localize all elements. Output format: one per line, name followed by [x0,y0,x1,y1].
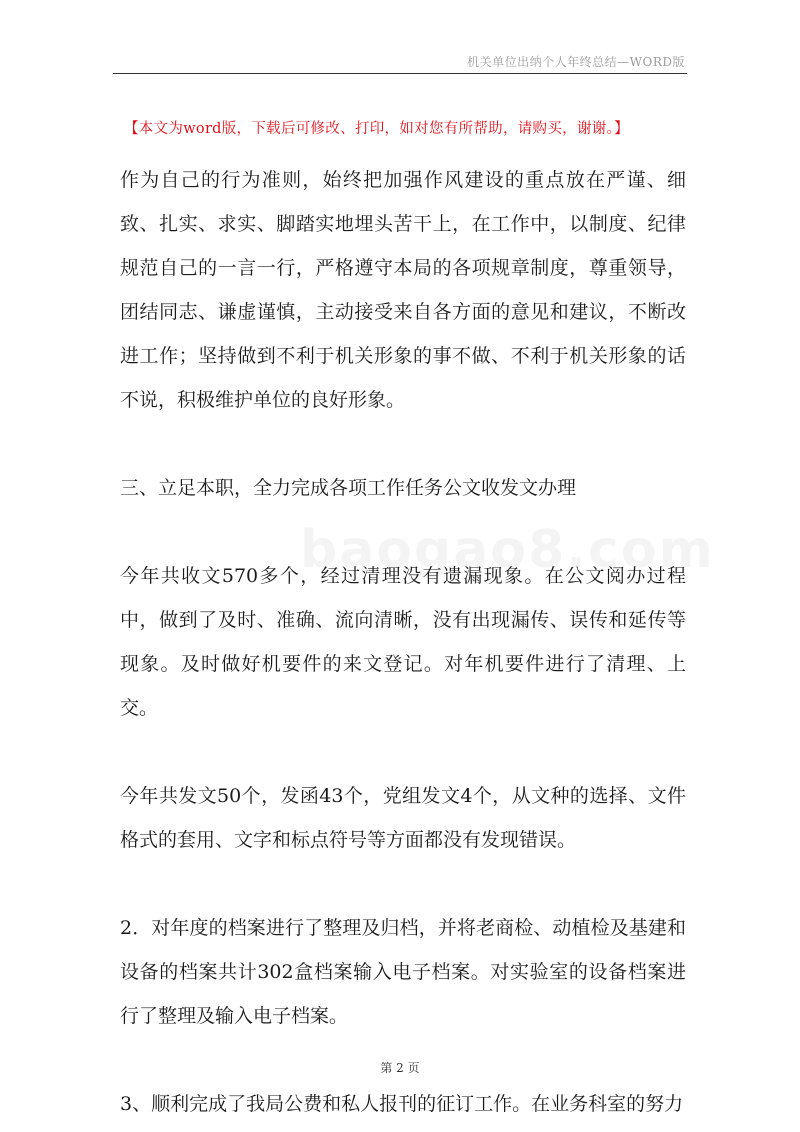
header-rule [113,73,687,74]
paragraph-outgoing-documents: 今年共发文50个，发函43个，党组发文4个，从文种的选择、文件格式的套用、文字和标点符号等方面都没有发现错误。 [120,785,686,851]
paragraph-subscriptions: 3、顺利完成了我局公费和私人报刊的征订工作。在业务科室的努力 [120,1093,684,1115]
document-body [120,158,686,1126]
paragraph-conduct: 作为自己的行为准则，始终把加强作风建设的重点放在严谨、细致、扎实、求实、脚踏实地埋头苦干上，在工作中，以制度、纪律规范自己的一言一行，严格遵守本局的各项规章制度，尊重领导，团结同志、谦虚谨慎，主动接受来自各方面的意见和建议，不断改进工作；坚持做到不利于机关形象的事不做、不利于机关形象的话不说，积极维护单位的良好形象。 [120,169,686,411]
header-title: 机关单位出纳个人年终总结—WORD版 [467,55,685,69]
section-heading-three: 三、立足本职，全力完成各项工作任务公文收发文办理 [120,477,577,499]
paragraph-archives: 2．对年度的档案进行了整理及归档，并将老商检、动植检及基建和设备的档案共计302盒档案输入电子档案。对实验室的设备档案进行了整理及输入电子档案。 [120,917,686,1027]
page-number: 第 2 页 [380,1061,420,1075]
paragraph-incoming-documents: 今年共收文570多个，经过清理没有遗漏现象。在公文阅办过程中，做到了及时、准确、流向清晰，没有出现漏传、误传和延传等现象。及时做好机要件的来文登记。对年机要件进行了清理、上交。 [120,565,686,719]
purchase-notice: 【本文为word版，下载后可修改、打印，如对您有所帮助，请购买，谢谢。】 [124,121,629,137]
